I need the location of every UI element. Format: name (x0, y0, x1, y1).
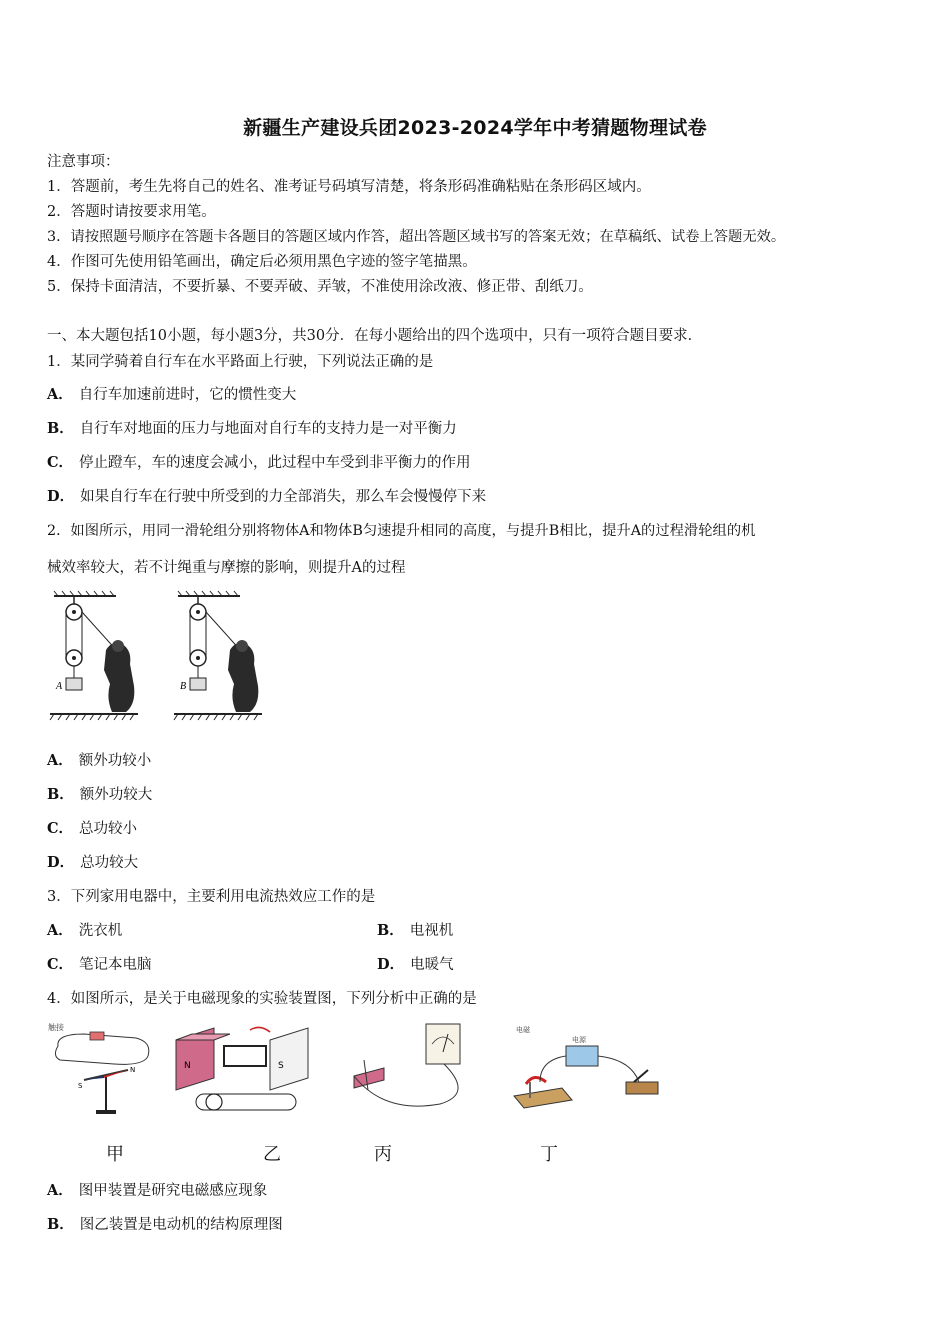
page-title: 新疆生产建设兵团2023-2024学年中考猜题物理试卷 (243, 117, 707, 139)
pulley-setup-b (174, 591, 262, 720)
option-label: D． (47, 854, 75, 871)
option-text: 图甲装置是研究电磁感应现象 (78, 1183, 268, 1199)
figure-label-a: A (56, 681, 63, 692)
q1-option-d (47, 487, 486, 507)
q4-option-b (47, 1215, 283, 1235)
option-label: A． (47, 922, 73, 939)
q4-option-a (47, 1181, 267, 1201)
option-label: B． (47, 420, 74, 437)
q1-stem: 1．某同学骑着自行车在水平路面上行驶，下列说法正确的是 (47, 354, 434, 370)
q3-option-a (47, 921, 122, 941)
option-text: 如果自行车在行驶中所受到的力全部消失，那么车会慢慢停下来 (80, 489, 487, 505)
ding-top-label: 电源 (572, 1036, 586, 1044)
option-label: A． (47, 1182, 73, 1199)
option-text: 图乙装置是电动机的结构原理图 (79, 1217, 283, 1233)
q4-stem: 4．如图所示，是关于电磁现象的实验装置图，下列分析中正确的是 (47, 991, 477, 1007)
jia-label: 触接 (48, 1023, 64, 1032)
q1-option-c (47, 453, 471, 473)
q2-option-a (47, 751, 151, 771)
notice-item: 5．保持卡面清洁，不要折暴、不要弄破、弄皱，不准使用涂改液、修正带、刮纸刀。 (47, 279, 593, 295)
svg-text:N: N (130, 1066, 136, 1074)
electromagnetism-figure (44, 1020, 670, 1120)
q2-option-d (47, 853, 138, 873)
option-label: A． (47, 752, 73, 769)
q3-option-b (377, 921, 453, 941)
svg-text:N: N (184, 1061, 191, 1071)
option-label: D． (377, 956, 405, 973)
q1-option-b (47, 419, 457, 439)
caption-jia: 甲 (106, 1144, 124, 1165)
option-text: 总功较大 (80, 855, 139, 871)
figure-bing (354, 1024, 460, 1106)
option-label: B． (47, 1216, 74, 1233)
option-text: 额外功较小 (78, 753, 152, 769)
figure-label-b: B (180, 681, 187, 692)
notice-item: 4．作图可先使用铅笔画出，确定后必须用黑色字迹的签字笔描黑。 (47, 254, 477, 270)
svg-text:S: S (278, 1061, 284, 1071)
q2-stem-line2: 械效率较大，若不计绳重与摩擦的影响，则提升A的过程 (47, 560, 406, 576)
option-text: 总功较小 (79, 821, 138, 837)
q3-option-d (377, 955, 454, 975)
q2-option-b (47, 785, 152, 805)
option-text: 电视机 (409, 923, 454, 939)
q1-option-a (47, 385, 296, 405)
pulley-figure (46, 590, 268, 722)
notice-item: 2．答题时请按要求用笔。 (47, 204, 216, 220)
figure-yi (176, 1027, 308, 1110)
figure-ding (514, 1025, 658, 1108)
section-heading: 一、本大题包括10小题，每小题3分，共30分．在每小题给出的四个选项中，只有一项符合题目要求． (47, 328, 703, 344)
caption-yi: 乙 (263, 1144, 281, 1165)
option-label: A． (47, 386, 73, 403)
q2-stem-line1: 2．如图所示，用同一滑轮组分别将物体A和物体B匀速提升相同的高度，与提升B相比，提升A的过程滑轮组的机 (47, 523, 756, 539)
option-text: 停止蹬车，车的速度会减小，此过程中车受到非平衡力的作用 (79, 455, 471, 471)
q2-option-c (47, 819, 137, 839)
q3-option-c (47, 955, 152, 975)
option-text: 洗衣机 (78, 923, 123, 939)
figure-jia (48, 1022, 149, 1114)
notice-item: 3．请按照题号顺序在答题卡各题目的答题区域内作答，超出答题区域书写的答案无效；在草稿纸、试卷上答题无效。 (47, 229, 786, 245)
option-text: 额外功较大 (79, 787, 153, 803)
option-text: 自行车加速前进时，它的惯性变大 (78, 387, 297, 403)
notice-item: 1．答题前，考生先将自己的姓名、准考证号码填写清楚，将条形码准确粘贴在条形码区域内。 (47, 179, 651, 195)
caption-ding: 丁 (540, 1144, 558, 1165)
option-label: C． (47, 956, 74, 973)
notice-heading: 注意事项： (47, 154, 120, 170)
pulley-setup-a (50, 591, 138, 720)
svg-text:S: S (78, 1082, 83, 1090)
option-text: 自行车对地面的压力与地面对自行车的支持力是一对平衡力 (79, 421, 457, 437)
option-text: 笔记本电脑 (79, 957, 152, 973)
q3-stem: 3．下列家用电器中，主要利用电流热效应工作的是 (47, 889, 376, 905)
option-text: 电暖气 (410, 957, 454, 973)
option-label: D． (47, 488, 75, 505)
caption-bing: 丙 (374, 1144, 392, 1165)
ding-side-label: 电磁 (516, 1026, 530, 1034)
option-label: B． (377, 922, 404, 939)
option-label: C． (47, 820, 74, 837)
option-label: B． (47, 786, 74, 803)
option-label: C． (47, 454, 74, 471)
